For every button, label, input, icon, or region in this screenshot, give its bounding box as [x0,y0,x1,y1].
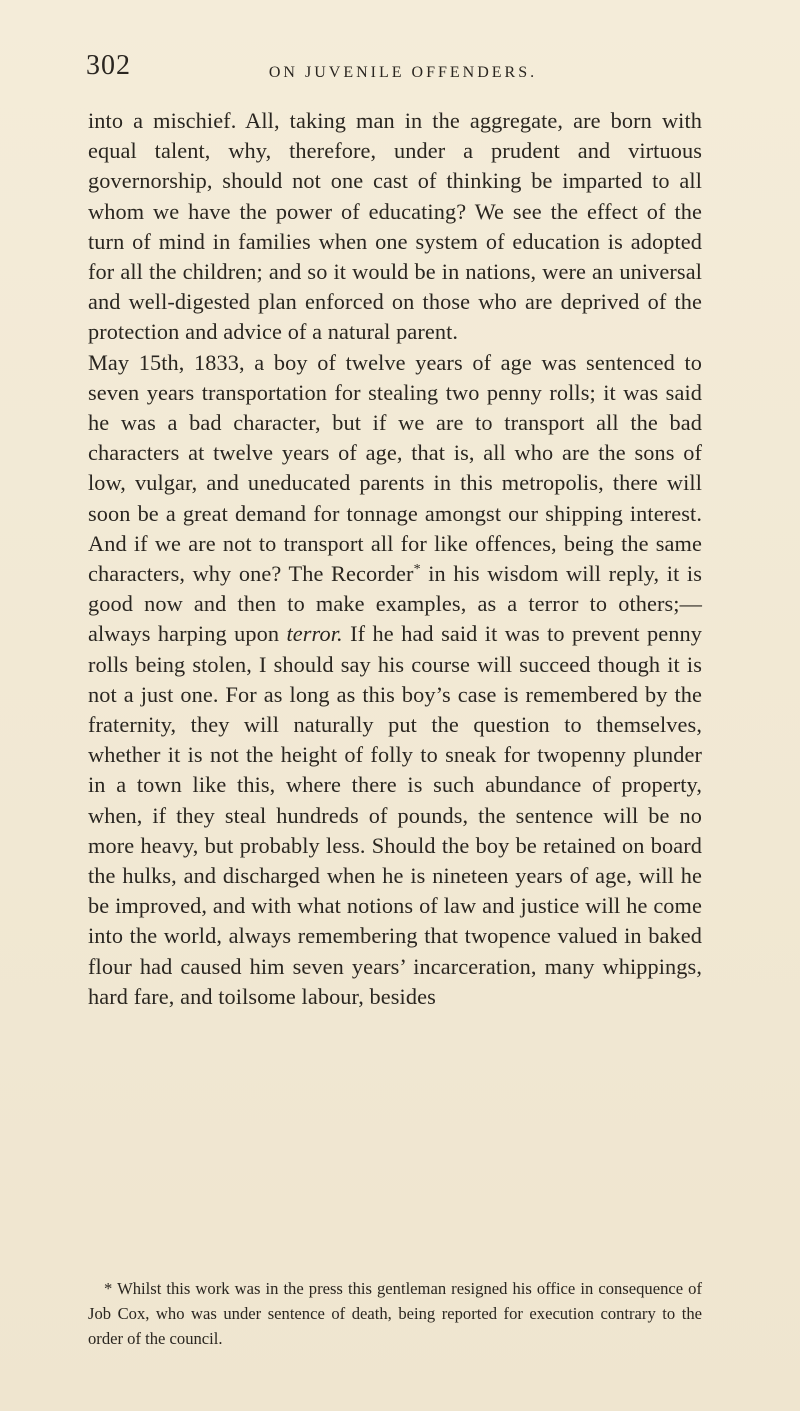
footnote-mark: * [104,1279,113,1298]
italic-word: terror. [286,621,343,647]
body-text [88,106,702,1012]
page-number: 302 [86,50,131,81]
footnote-text: Whilst this work was in the press this gentleman resigned his office in consequence of Job Cox, who was under sentence of death, being reported for execution contrary to the order of the council. [88,1279,702,1348]
paragraph-text: If he had said it was to prevent penny rolls being stolen, I should say his course will succeed though it is not a just one. For as long as this boy’s case is remembered by the fraternity, they will naturally put the question to themselves, whether it is not the height of folly to sneak for twopenny plunder in a town like this, where there is such abundance of property, when, if they steal hundreds of pounds, the sentence will be no more heavy, but probably less. Should the boy be retained on board the hulks, and discharged when he is nineteen years of age, will he be improved, and with what notions of law and justice will he come into the world, always remembering that twopence valued in baked flour had caused him seven years’ incarceration, many whippings, hard fare, and toilsome labour, besides [88,621,702,1009]
paragraph-continued: into a mischief. All, taking man in the aggregate, are born with equal talent, why, therefore, under a prudent and virtuous governorship, should not one cast of thinking be imparted to all whom we have the power of educating? We see the effect of the turn of mind in families when one system of education is adopted for all the children; and so it would be in nations, were an universal and well-digested plan enforced on those who are deprived of the protection and advice of a natural parent. [88,108,702,345]
paragraph-case [88,348,702,1012]
page-header [86,50,710,94]
running-title: ON JUVENILE OFFENDERS. [268,64,538,81]
footnote [88,1276,702,1351]
paragraph-text: in his wisdom will reply, it is good now and then to make examples, as a terror to others;—always harping upon [88,561,703,647]
paragraph-text: May 15th, 1833, a boy of twelve years of age was sentenced to seven years transportation for stealing two penny rolls; it was said he was a bad character, but if we are to transport all the bad characters at twelve years of age, that is, all who are the sons of low, vulgar, and uneducated parents in this metropolis, there will soon be a great demand for tonnage amongst our shipping interest. And if we are not to transport all for like offences, being the same characters, why one? The Recorder [88,349,702,587]
footnote-reference: * [413,562,421,578]
